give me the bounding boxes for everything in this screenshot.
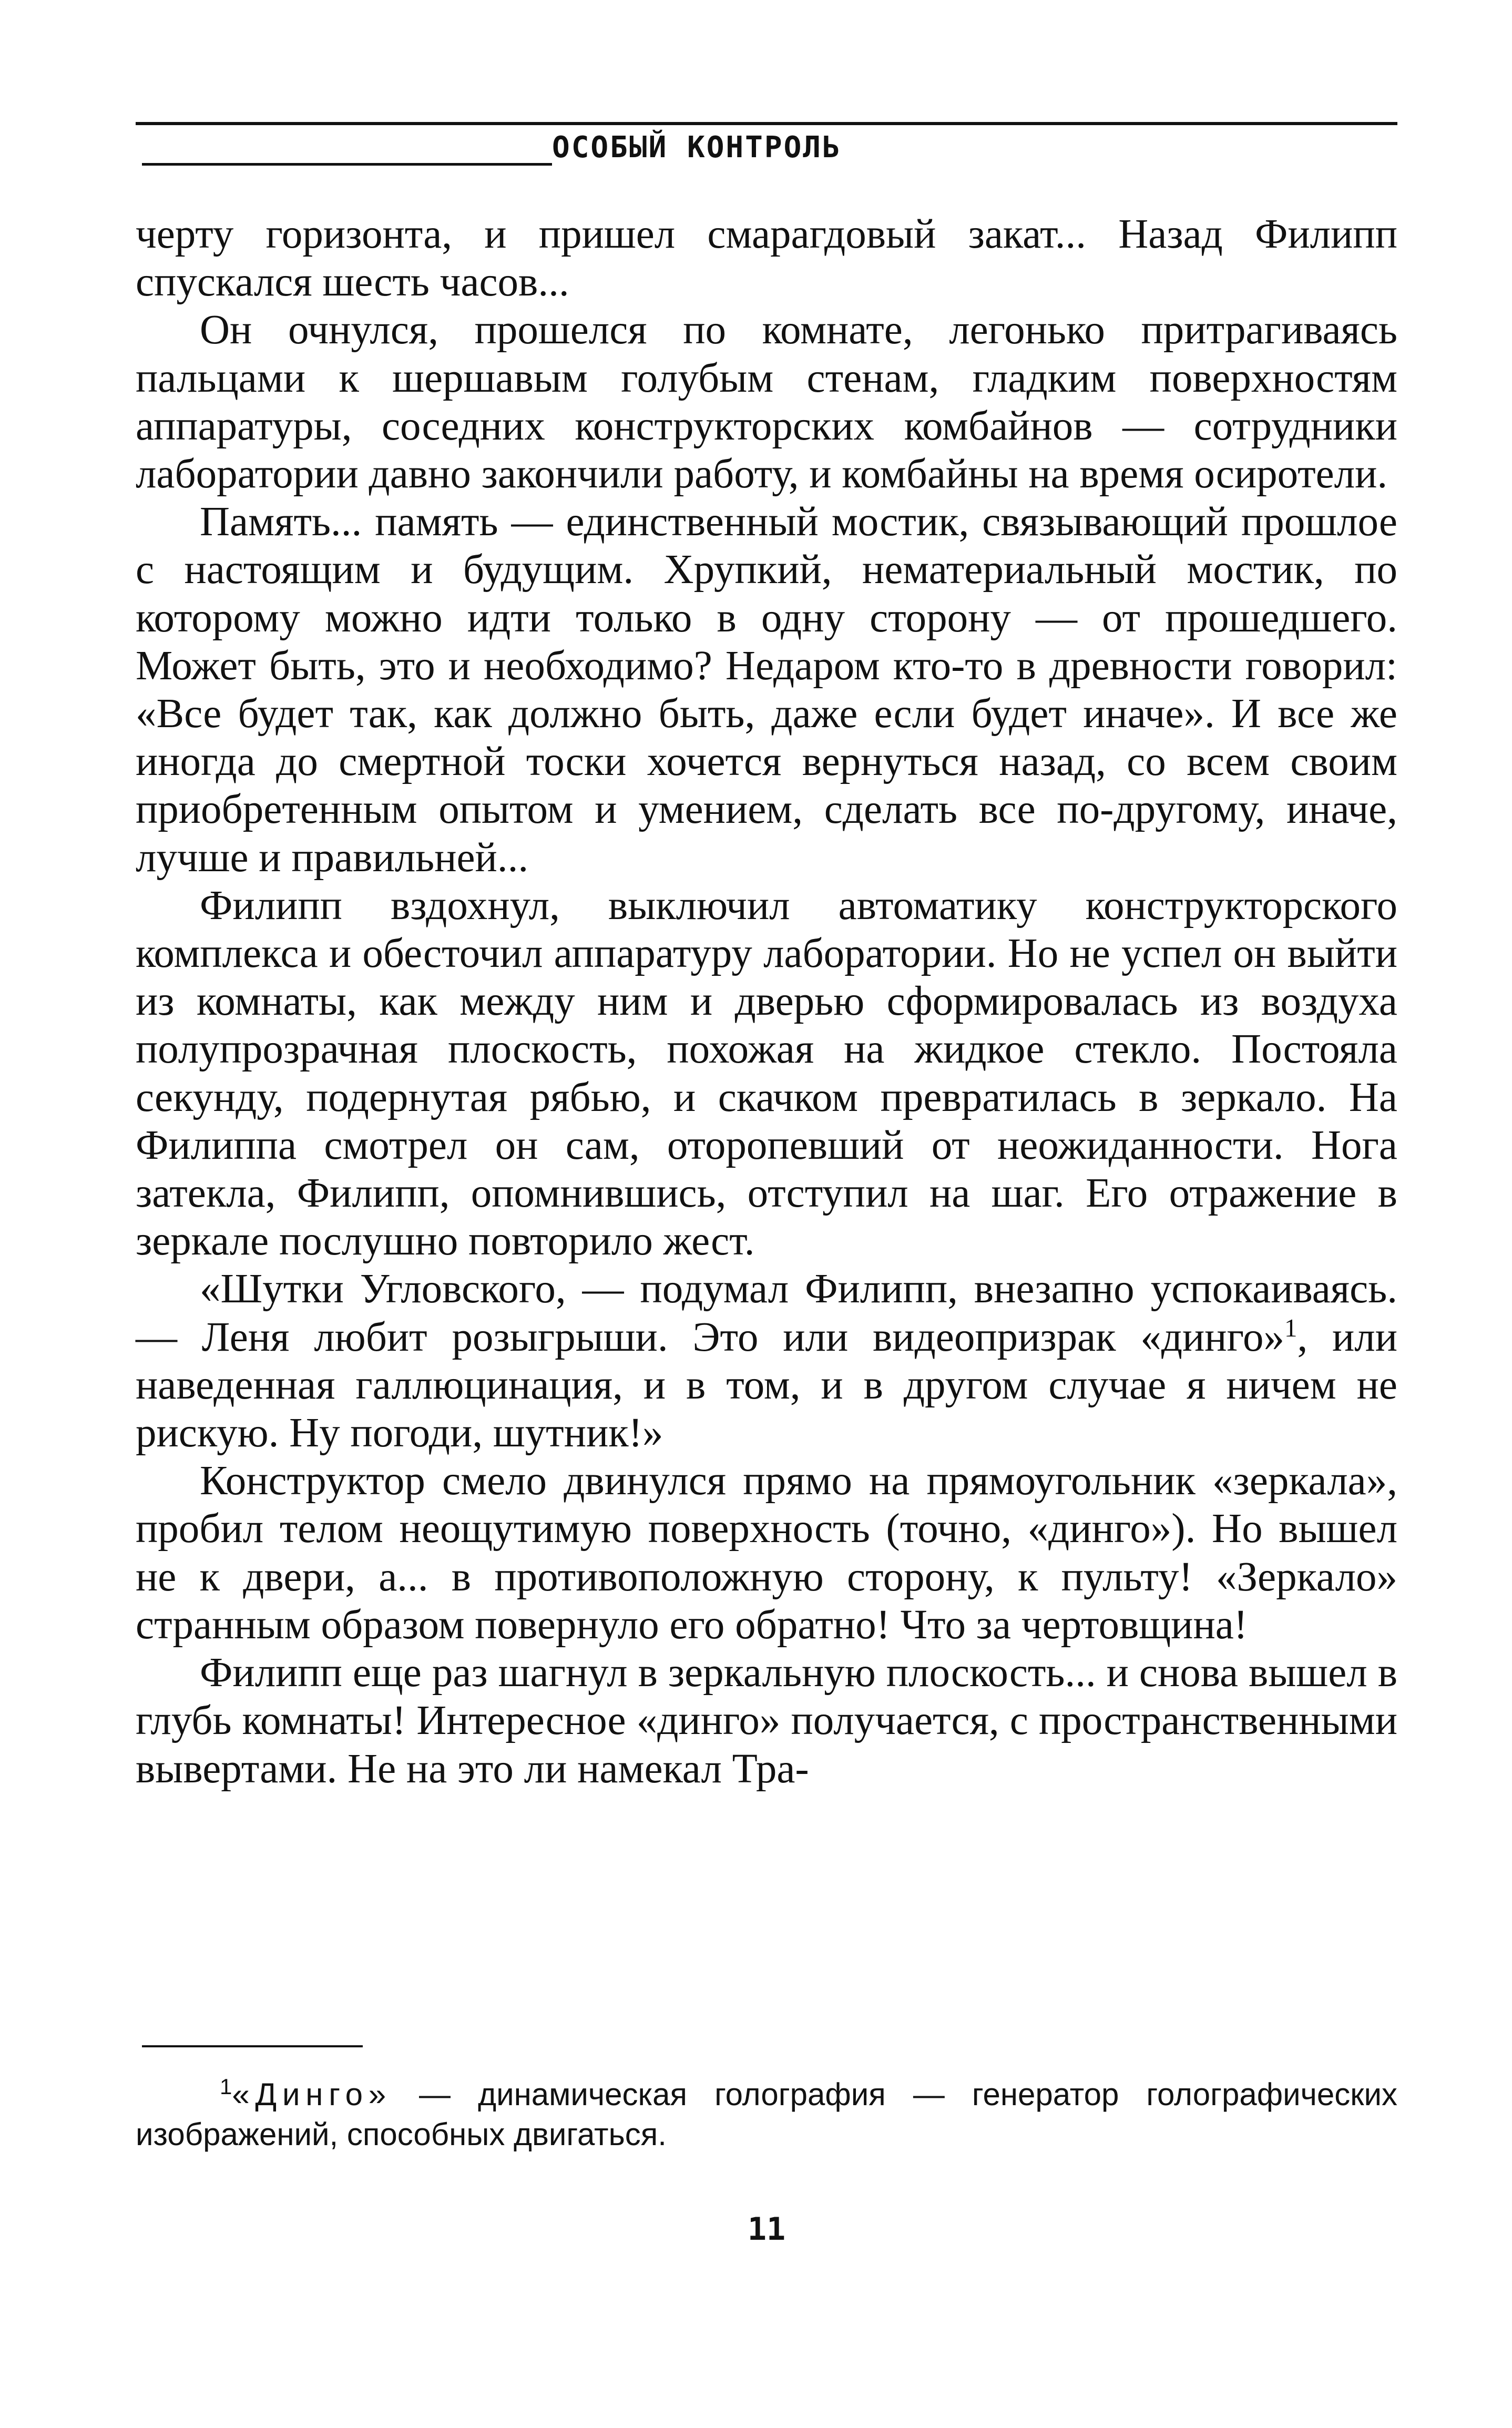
body-text xyxy=(136,210,1397,1793)
paragraph-5 xyxy=(136,1265,1397,1457)
paragraph-1: черту горизонта, и пришел смарагдовый закат... Назад Филипп спускался шесть часов... xyxy=(136,211,1397,305)
footnote-term: «Динго» xyxy=(232,2077,392,2112)
paragraph-6: Конструктор смело двинулся прямо на прямоугольник «зеркала», пробил телом неощутимую поверхность (точно, «динго»). Но вышел не к двери, а... в противоположную сторону, к пульту! «Зеркало» странным образом повернуло его обратно! Что за чертовщина! xyxy=(136,1458,1397,1648)
running-header xyxy=(136,122,1397,169)
paragraph-5-before: «Шутки Угловского, — подумал Филипп, внезапно успокаиваясь. — Леня любит розыгрыши. Это или видеопризрак «динго» xyxy=(136,1266,1397,1360)
paragraph-3: Память... память — единственный мостик, связывающий прошлое с настоящим и будущим. Хрупкий, нематериальный мостик, по которому можно идти только в одну сторону — от прошедшего. Может быть, это и необходимо? Недаром кто-то в древности говорил: «Все будет так, как должно быть, даже если будет иначе». И все же иногда до смертной тоски хочется вернуться назад, со всем своим приобретенным опытом и умением, сделать все по-другому, иначе, лучше и правильней... xyxy=(136,499,1397,881)
book-page xyxy=(136,0,1397,2428)
paragraph-2: Он очнулся, прошелся по комнате, легонько притрагиваясь пальцами к шершавым голубым стенам, гладким поверхностям аппаратуры, соседних конструкторских комбайнов — сотрудники лаборатории давно закончили работу, и комбайны на время осиротели. xyxy=(136,307,1397,497)
footnote-text: — динамическая голография — генератор голографических изображений, способных двигаться. xyxy=(136,2077,1397,2152)
footnote-rule xyxy=(142,2045,363,2047)
page-number: 11 xyxy=(747,2211,786,2248)
running-header-title: ОСОБЫЙ КОНТРОЛЬ xyxy=(552,130,842,165)
header-rule-left xyxy=(142,163,552,166)
header-rule-top xyxy=(136,122,1397,125)
paragraph-4: Филипп вздохнул, выключил автоматику конструкторского комплекса и обесточил аппаратуру лаборатории. Но не успел он выйти из комнаты, как между ним и дверью сформировалась из воздуха полупрозрачная плоскость, похожая на жидкое стекло. Постояла секунду, подернутая рябью, и скачком превратилась в зеркало. На Филиппа смотрел он сам, оторопевший от неожиданности. Нога затекла, Филипп, опомнившись, отступил на шаг. Его отражение в зеркале послушно повторило жест. xyxy=(136,882,1397,1264)
paragraph-5-after: , или наведенная галлюцинация, и в том, и в другом случае я ничем не рискую. Ну погоди, шутник!» xyxy=(136,1314,1397,1456)
footnote xyxy=(136,2075,1397,2155)
footnote-marker: 1 xyxy=(1284,1313,1298,1342)
paragraph-7: Филипп еще раз шагнул в зеркальную плоскость... и снова вышел в глубь комнаты! Интересное «динго» получается, с пространственными вывертами. Не на это ли намекал Тра- xyxy=(136,1650,1397,1792)
footnote-number: 1 xyxy=(220,2074,232,2099)
